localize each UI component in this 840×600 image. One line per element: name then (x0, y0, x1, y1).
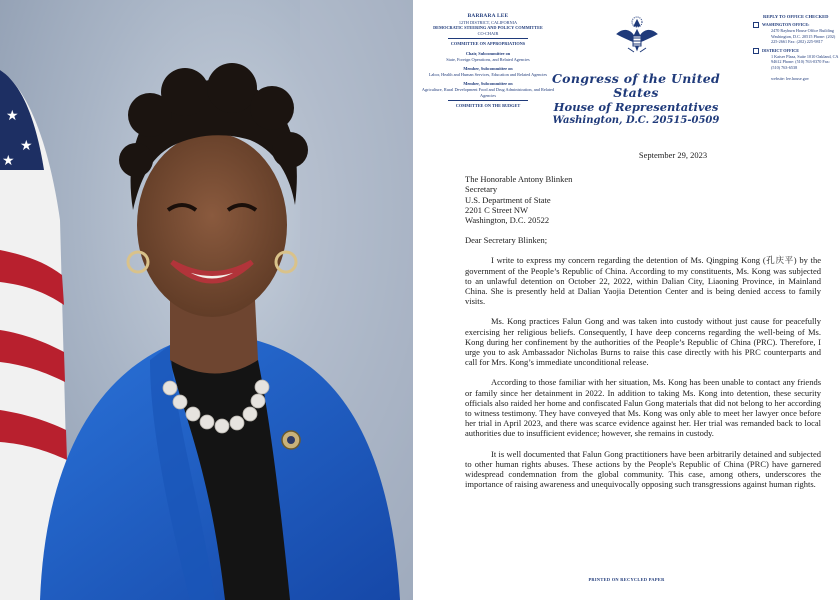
svg-text:★: ★ (2, 154, 15, 169)
letter-page (413, 0, 840, 600)
subcommittee-2: Labor, Health and Human Services, Education and Related Agencies (428, 71, 548, 77)
congress-letterhead-title (533, 72, 739, 127)
address-line: U.S. Department of State (465, 194, 551, 205)
portrait-illustration (0, 0, 413, 600)
subcommittee-1: State, Foreign Operations, and Related Agencies (446, 56, 530, 62)
member-name: BARBARA LEE (467, 13, 509, 19)
face (137, 133, 287, 317)
letterhead-right-column (753, 14, 839, 81)
subcommittee-1-role: Chair, Subcommittee on (465, 50, 511, 56)
svg-text:★: ★ (6, 109, 19, 124)
address-line: Secretary (465, 184, 498, 195)
subcommittee-3: Agriculture, Rural Development Food and Drug Administration, and Related Agencies (421, 86, 555, 98)
recycled-paper-footer: PRINTED ON RECYCLED PAPER (588, 577, 665, 582)
subcommittee-3-role: Member, Subcommittee on (463, 81, 513, 87)
letter-date: September 29, 2023 (638, 150, 708, 160)
eagle-seal-icon (614, 16, 660, 58)
address-line: 2201 C Street NW (465, 204, 529, 215)
portrait-photo (0, 0, 413, 600)
congress-line-2: House of Representatives (553, 100, 719, 114)
svg-text:★: ★ (20, 139, 33, 154)
dc-office-address: 2470 Rayburn House Office Building Washington, D.C. 20515 Phone: (202) 225-2661 Fax: (202) 225-9817 (771, 28, 836, 45)
committee-budget: COMMITTEE ON THE BUDGET (455, 103, 521, 109)
district: 12TH DISTRICT, CALIFORNIA (458, 19, 518, 25)
salutation: Dear Secretary Blinken; (465, 235, 548, 246)
address-line: The Honorable Antony Blinken (465, 174, 573, 185)
committee-steering-role: CO-CHAIR (477, 30, 499, 36)
dc-office-title: WASHINGTON OFFICE: (762, 22, 810, 28)
paragraph-1: I write to express my concern regarding the detention of Ms. Qingping Kong (孔庆平) by the government of the People’s Republic of China. According to my constituents, Ms. Kong was subjected to an unlawful detention on October 22, 2022, within Dalian City, Liaoning Province, in Mainland China. She is presently held at Dalian Yaojia Detention Center and is being denied access to family visits. (465, 255, 821, 307)
subcommittee-2-role: Member, Subcommittee on (463, 66, 513, 72)
checkbox-icon (753, 22, 759, 28)
district-office-title: DISTRICT OFFICE (762, 47, 800, 53)
committee-steering: DEMOCRATIC STEERING AND POLICY COMMITTEE (433, 25, 543, 31)
website: website: lee.house.gov (771, 75, 810, 81)
district-office-address: 1 Kaiser Plaza, Suite 1010 Oakland, CA 94612 Phone: (510) 763-0370 Fax: (510) 763-6538 (771, 53, 839, 70)
paragraph-2: Ms. Kong practices Falun Gong and was taken into custody without just cause for peacefully exercising her religious beliefs. Consequently, I have deep concerns regarding the well-being of Ms. Kong during her confinement by the authorities of the People’s Republic of China (PRC). Therefore, I urge you to ask Ambassador Nicholas Burns to raise this case directly with his PRC counterparts and call for Mrs. Kong’s immediate unconditional release. (465, 316, 821, 368)
paragraph-4: It is well documented that Falun Gong practitioners have been arbitrarily detained and subjected to other human rights abuses. These actions by the People's Republic of China (PRC) have garnered widespread condemnation from the global community. This case, among others, underscores the importance of raising awareness and unequivocally opposing such transgressions against human rights. (465, 448, 821, 490)
committee-appropriations: COMMITTEE ON APPROPRIATIONS (450, 41, 526, 47)
checkbox-icon (753, 48, 759, 54)
reply-title: REPLY TO OFFICE CHECKED (763, 14, 829, 19)
letter-body (465, 150, 821, 489)
congress-line-3: Washington, D.C. 20515-0509 (552, 115, 720, 126)
recipient-address (465, 174, 821, 225)
congress-line-1: Congress of the United States (551, 71, 721, 100)
paragraph-3: According to those familiar with her situation, Ms. Kong has been unable to contact any friends or family since her detainment in 2022. In addition to taking Ms. Kong into detention, these security officials also raided her home and confiscated Falun Gong materials that did not belong to her according to witness testimony. They have conveyed that Ms. Kong was only able to meet her lawyer once before her trial in April 2023, and there was scarce evidence against her. Her trial was remanded back to local authorities due to insufficient evidence; however, she remains in custody. (465, 377, 821, 439)
address-line: Washington, D.C. 20522 (465, 215, 550, 226)
